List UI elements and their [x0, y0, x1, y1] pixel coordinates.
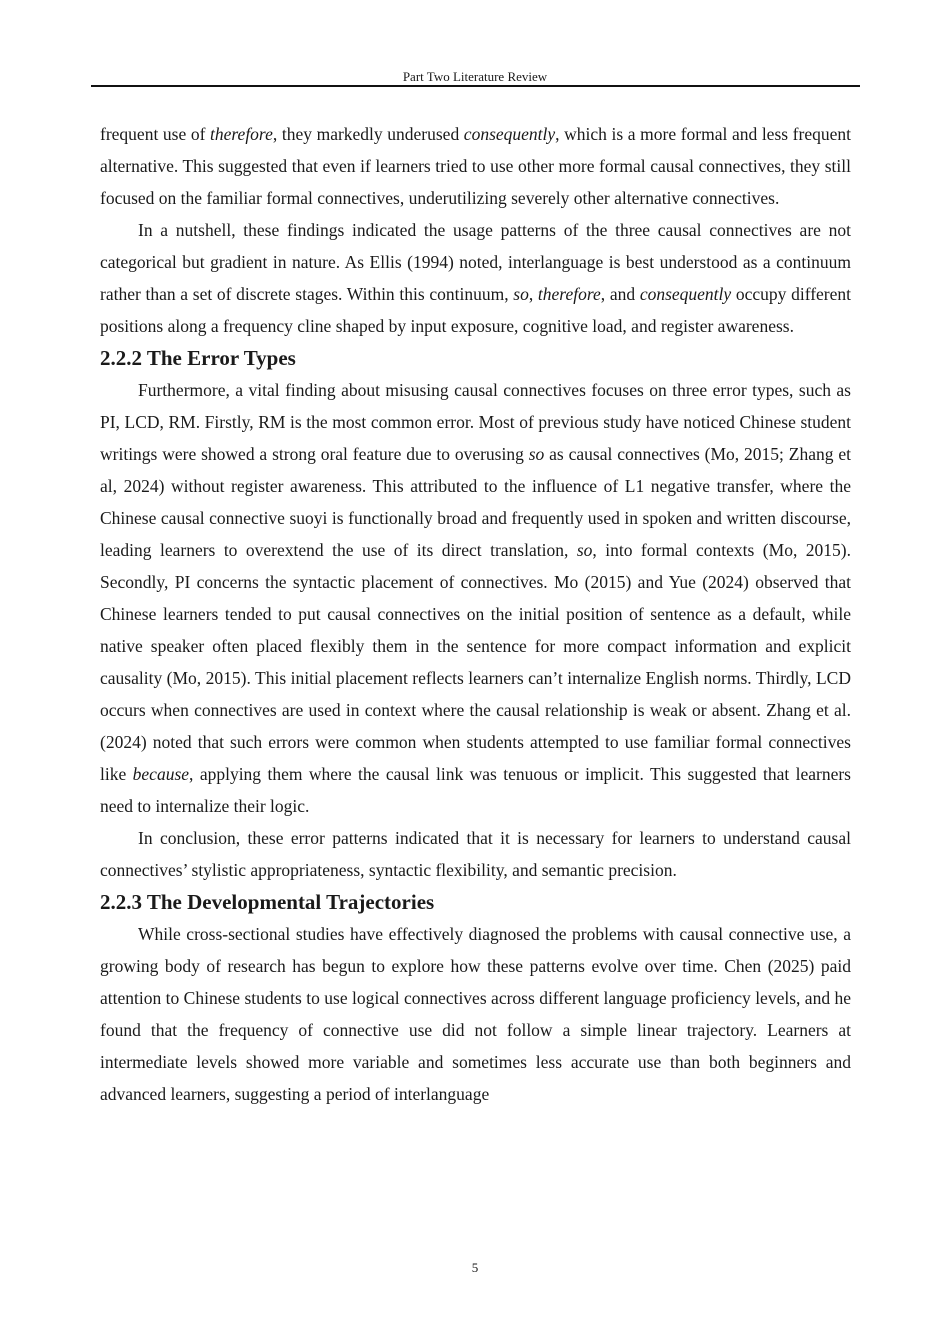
italic-term: so [528, 444, 545, 464]
header-rule [91, 85, 860, 87]
italic-term: therefore [537, 284, 601, 304]
paragraph: frequent use of therefore, they markedly underused consequently, which is a more formal and less frequent alternative. This suggested that even if learners tried to use other more formal causal connectives, they still focused on the familiar formal connectives, underutilizing severely other alternative connectives. [100, 124, 851, 208]
paragraph: Furthermore, a vital finding about misusing causal connectives focuses on three error types, such as PI, LCD, RM. Firstly, RM is the most common error. Most of previous study have noticed Chinese student writings were showed a strong oral feature due to overusing so as causal connectives (Mo, 2015; Zhang et al, 2024) without register awareness. This attributed to the influence of L1 negative transfer, where the Chinese causal connective suoyi is functionally broad and frequently used in spoken and written discourse, leading learners to overextend the use of its direct translation, so, into formal contexts (Mo, 2015). Secondly, PI concerns the syntactic placement of connectives. Mo (2015) and Yue (2024) observed that Chinese learners tended to put causal connectives on the initial position of sentence as a default, while native speaker often placed flexibly them in the sentence for more compact information and explicit causality (Mo, 2015). This initial placement reflects learners can’t internalize English norms. Thirdly, LCD occurs when connectives are used in context where the causal relationship is weak or absent. Zhang et al. (2024) noted that such errors were common when students attempted to use familiar formal connectives like because, applying them where the causal link was tenuous or implicit. This suggested that learners need to internalize their logic. [100, 380, 851, 816]
italic-term: therefore [210, 124, 273, 144]
paragraph: In a nutshell, these findings indicated the usage patterns of the three causal connectives are not categorical but gradient in nature. As Ellis (1994) noted, interlanguage is best understood as a continuum rather than a set of discrete stages. Within this continuum, so, therefore, and consequently occupy different positions along a frequency cline shaped by input exposure, cognitive load, and register awareness. [100, 220, 852, 336]
section-heading: 2.2.3 The Developmental Trajectories [100, 890, 435, 914]
section-heading: 2.2.2 The Error Types [100, 346, 296, 370]
paragraph: In conclusion, these error patterns indicated that it is necessary for learners to understand causal connectives’ stylistic appropriateness, syntactic flexibility, and semantic precision. [100, 828, 851, 880]
running-head: Part Two Literature Review [402, 69, 548, 84]
italic-term: because [132, 764, 190, 784]
italic-term: consequently [639, 284, 732, 304]
page-number: 5 [471, 1260, 479, 1275]
body-text [100, 118, 851, 1110]
italic-term: so [513, 284, 529, 304]
paragraph: While cross-sectional studies have effectively diagnosed the problems with causal connective use, a growing body of research has begun to explore how these patterns evolve over time. Chen (2025) paid attention to Chinese students to use logical connectives across different language proficiency levels, and he found that the frequency of connective use did not follow a simple linear trajectory. Learners at intermediate levels showed more variable and sometimes less accurate use than both beginners and advanced learners, suggesting a period of interlanguage [100, 924, 851, 1104]
italic-term: so [576, 540, 593, 560]
italic-term: consequently [463, 124, 556, 144]
